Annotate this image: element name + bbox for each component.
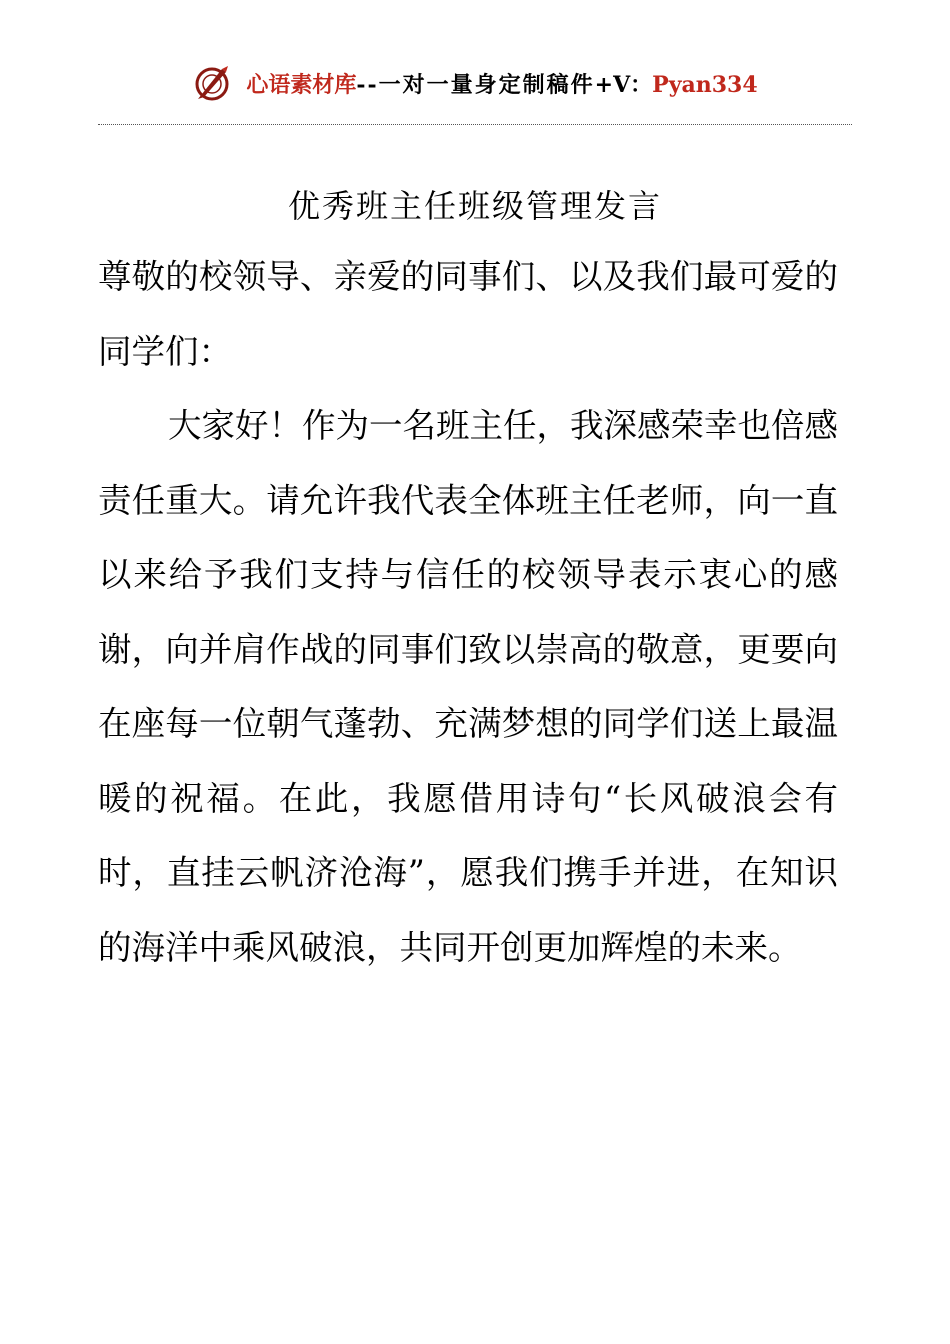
page-header xyxy=(0,58,950,108)
document-body xyxy=(98,240,838,985)
contact-label: +V： xyxy=(594,71,653,98)
header-separator: -- xyxy=(356,71,379,98)
brand-name: 心语素材库 xyxy=(246,71,357,98)
quill-seal-icon xyxy=(192,63,232,103)
header-divider xyxy=(98,124,852,125)
header-banner xyxy=(246,68,757,99)
body-paragraph: 大家好！作为一名班主任，我深感荣幸也倍感责任重大。请允许我代表全体班主任老师，向一直以来给予我们支持与信任的校领导表示衷心的感谢，向并肩作战的同事们致以崇高的敬意，更要向在座每一位朝气蓬勃、充满梦想的同学们送上最温暖的祝福。在此，我愿借用诗句“长风破浪会有时，直挂云帆济沧海”，愿我们携手并进，在知识的海洋中乘风破浪，共同开创更加辉煌的未来。 xyxy=(98,406,838,967)
header-slogan: 一对一量身定制稿件 xyxy=(378,71,595,98)
salutation-paragraph: 尊敬的校领导、亲爱的同事们、以及我们最可爱的同学们： xyxy=(98,257,838,371)
contact-id: Pyan334 xyxy=(652,71,758,98)
document-title: 优秀班主任班级管理发言 xyxy=(287,187,662,225)
